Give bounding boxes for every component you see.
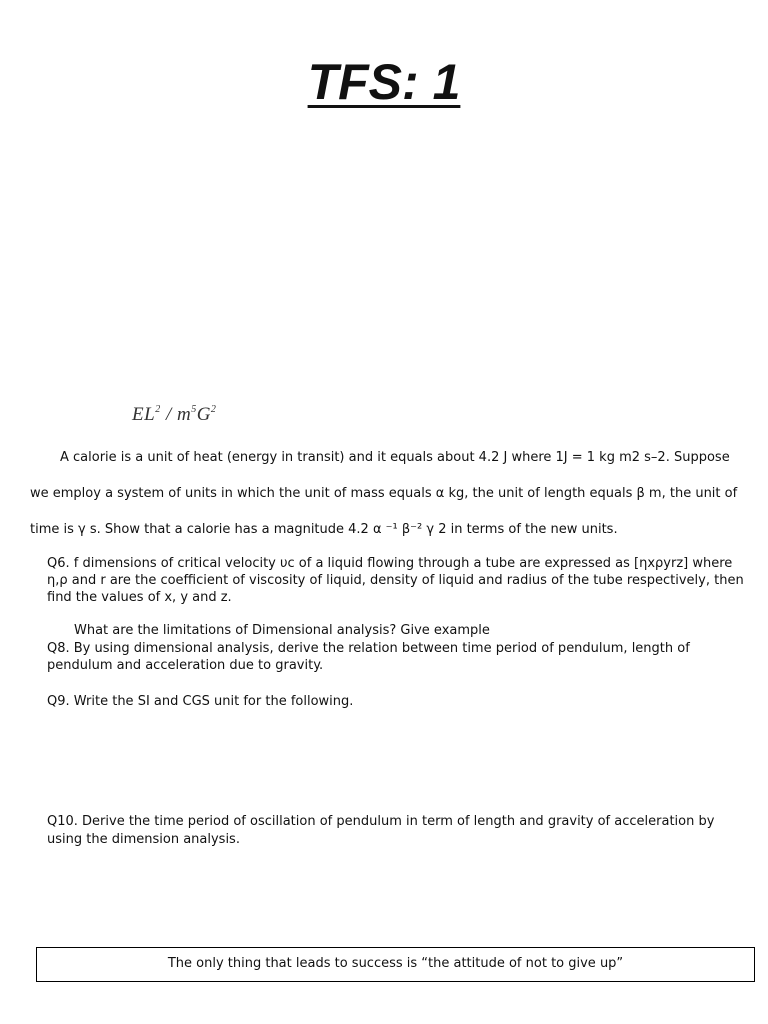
formula-exp-3: 2 <box>210 404 217 415</box>
q10-line-2: using the dimension analysis. <box>47 832 240 847</box>
formula-exp-1: 2 <box>155 404 161 415</box>
q6-line-3: find the values of x, y and z. <box>47 590 232 605</box>
calorie-question-line-3: time is γ s. Show that a calorie has a magnitude 4.2 α ⁻¹ β⁻² γ 2 in terms of the new units. <box>30 522 618 537</box>
page-title <box>0 52 768 112</box>
page-title-text: TFS: 1 <box>307 54 461 110</box>
formula-part-m: / m <box>160 404 192 425</box>
q7-text: What are the limitations of Dimensional analysis? Give example <box>74 623 490 638</box>
formula-exp-2: 5 <box>191 404 197 415</box>
q9-text: Q9. Write the SI and CGS unit for the following. <box>47 694 354 709</box>
calorie-question-line-1: A calorie is a unit of heat (energy in transit) and it equals about 4.2 J where 1J = 1 kg m2 s–2. Suppose <box>60 450 730 465</box>
footer-quote: The only thing that leads to success is “the attitude of not to give up” <box>167 956 624 971</box>
q6-line-2: η,ρ and r are the coefficient of viscosity of liquid, density of liquid and radius of the tube respectively, then <box>47 573 744 588</box>
q8-line-2: pendulum and acceleration due to gravity. <box>47 658 324 673</box>
footer-quote-box <box>36 947 755 982</box>
formula-part-g: G <box>196 404 211 425</box>
q10-line-1: Q10. Derive the time period of oscillation of pendulum in term of length and gravity of acceleration by <box>47 814 715 829</box>
calorie-question-line-2: we employ a system of units in which the unit of mass equals α kg, the unit of length equals β m, the unit of <box>30 486 738 501</box>
q6-line-1: Q6. f dimensions of critical velocity υc of a liquid flowing through a tube are expressed as [ηxρyrz] where <box>47 556 733 571</box>
formula-expression <box>132 404 216 426</box>
formula-part-el: EL <box>132 404 156 425</box>
q8-line-1: Q8. By using dimensional analysis, derive the relation between time period of pendulum, length of <box>47 641 690 656</box>
